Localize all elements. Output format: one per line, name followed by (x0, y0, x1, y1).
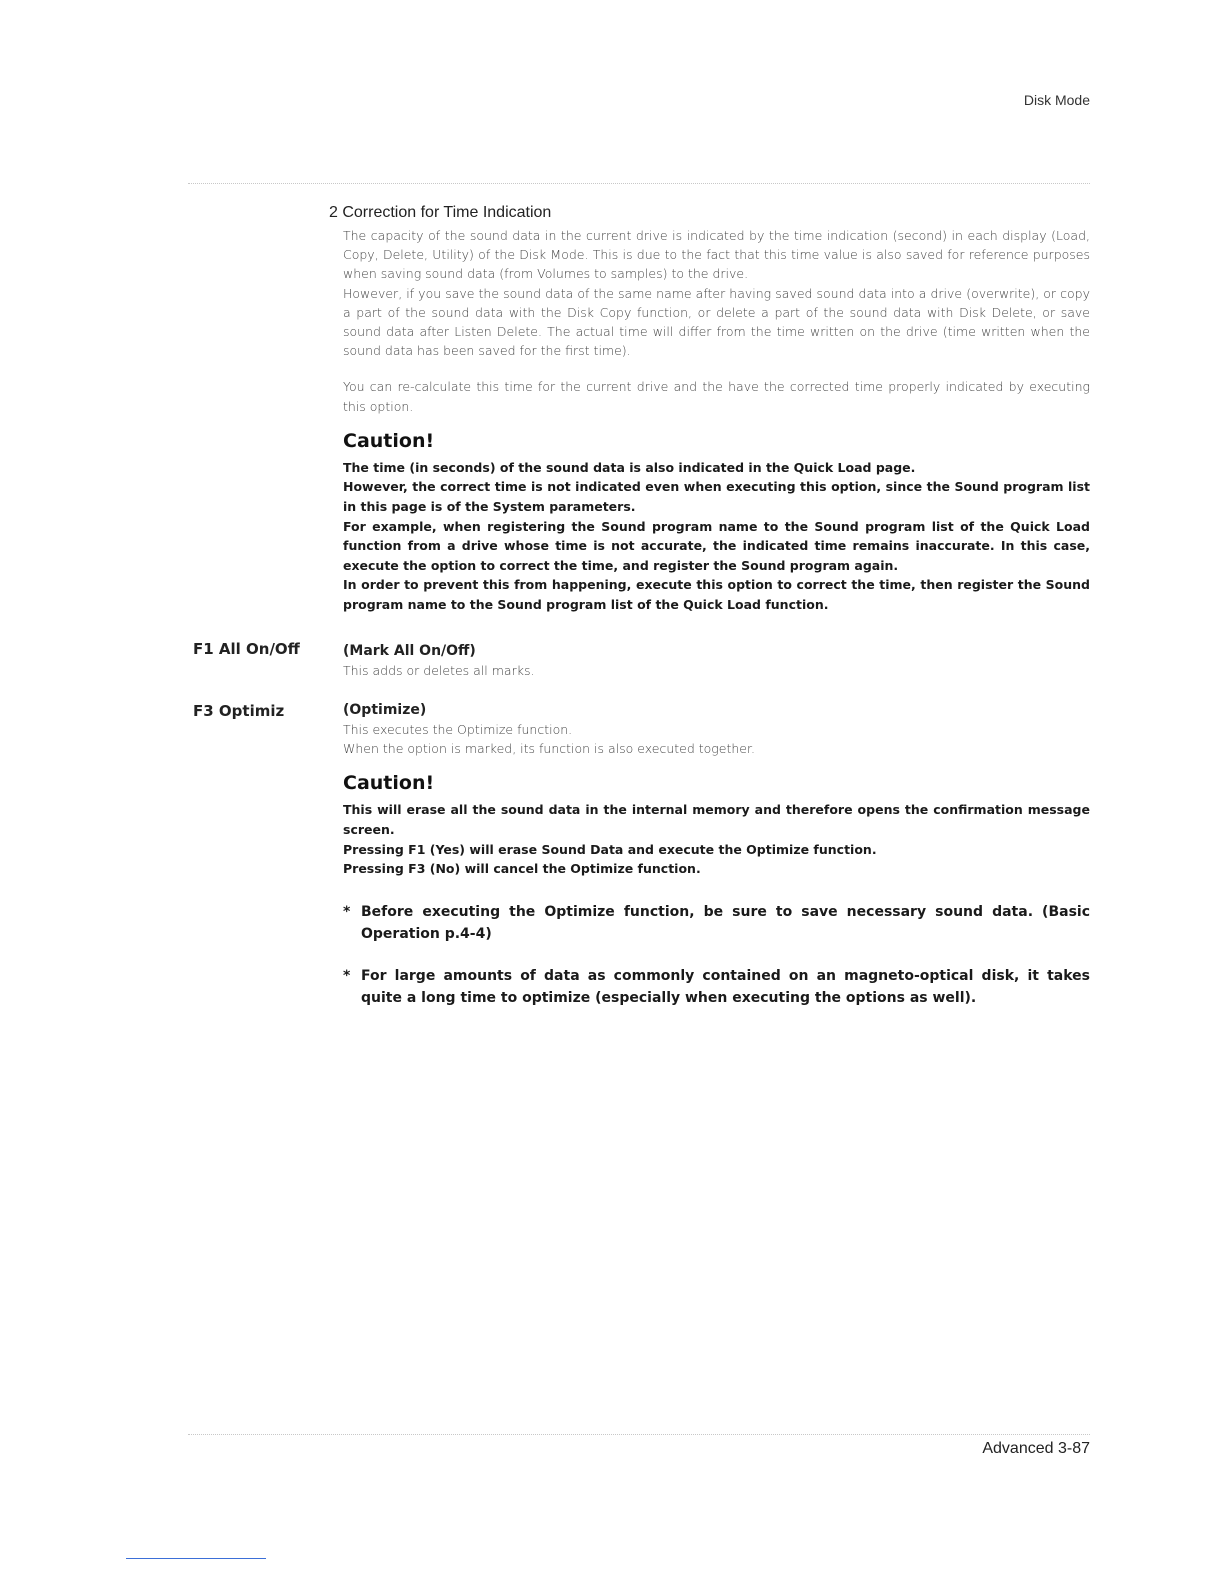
page-number: Advanced 3-87 (982, 1440, 1090, 1457)
caution-heading: Caution! (343, 772, 435, 795)
footer-rule (188, 1434, 1090, 1435)
header-rule (188, 183, 1090, 184)
caution-line: In order to prevent this from happening, execute this option to correct the time, then register the Sound program name to the Sound program list of the Quick Load function. (343, 577, 1090, 612)
list-item (343, 901, 1090, 945)
caution-line: Pressing F3 (No) will cancel the Optimize function. (343, 861, 701, 877)
f1-desc: This adds or deletes all marks. (343, 663, 535, 678)
caution-line: For example, when registering the Sound program name to the Sound program list of the Quick Load function from a drive whose time is not accurate, the indicated time remains inaccurate. In this case, execute the option to correct the time, and register the Sound program again. (343, 518, 1090, 573)
f1-description (343, 641, 1090, 680)
f3-label: F3 Optimiz (193, 702, 285, 720)
f1-title: (Mark All On/Off) (343, 643, 476, 659)
caution-line: However, the correct time is not indicated even when executing this option, since the Sound program list in this page is of the System parameters. (343, 479, 1090, 515)
f3-title: (Optimize) (343, 702, 427, 718)
f3-desc: When the option is marked, its function is also executed together. (343, 741, 755, 757)
paragraph: You can re-calculate this time for the current drive and the have the corrected time properly indicated by executing this option. (343, 379, 1090, 414)
running-header: Disk Mode (1023, 92, 1090, 108)
scan-edge-line (126, 1558, 266, 1559)
f3-description (343, 700, 1090, 1029)
note-text: For large amounts of data as commonly contained on an magneto-optical disk, it takes quite a long time to optimize (especially when executing the options as well). (361, 967, 1090, 1006)
bullet-marker: * (343, 967, 351, 984)
list-item (343, 965, 1090, 1009)
f1-label: F1 All On/Off (193, 640, 300, 658)
caution-heading: Caution! (343, 429, 435, 452)
paragraph: However, if you save the sound data of the same name after having saved sound data into a drive (overwrite), or copy a part of the sound data with the Disk Copy function, or delete a part of the sound data with Disk Delete, or save sound data after Listen Delete. The actual time will differ from the time written on the drive (time written when the sound data has been saved for the first time). (343, 285, 1090, 359)
section-title: 2 Correction for Time Indication (329, 204, 552, 221)
note-list (343, 901, 1090, 1009)
caution-line: Pressing F1 (Yes) will erase Sound Data and execute the Optimize function. (343, 841, 877, 857)
bullet-marker: * (343, 903, 351, 920)
caution-line: This will erase all the sound data in the internal memory and therefore opens the confirmation message screen. (343, 802, 1090, 837)
caution-line: The time (in seconds) of the sound data is also indicated in the Quick Load page. (343, 459, 916, 475)
time-correction-section (329, 204, 1090, 615)
note-text: Before executing the Optimize function, be sure to save necessary sound data. (Basic Operation p.4-4) (361, 903, 1090, 942)
f3-desc: This executes the Optimize function. (343, 722, 573, 737)
paragraph: The capacity of the sound data in the current drive is indicated by the time indication (second) in each display (Load, Copy, Delete, Utility) of the Disk Mode. This is due to the fact that this time value is also saved for reference purposes when saving sound data (from Volumes to samples) to the drive. (343, 228, 1090, 282)
